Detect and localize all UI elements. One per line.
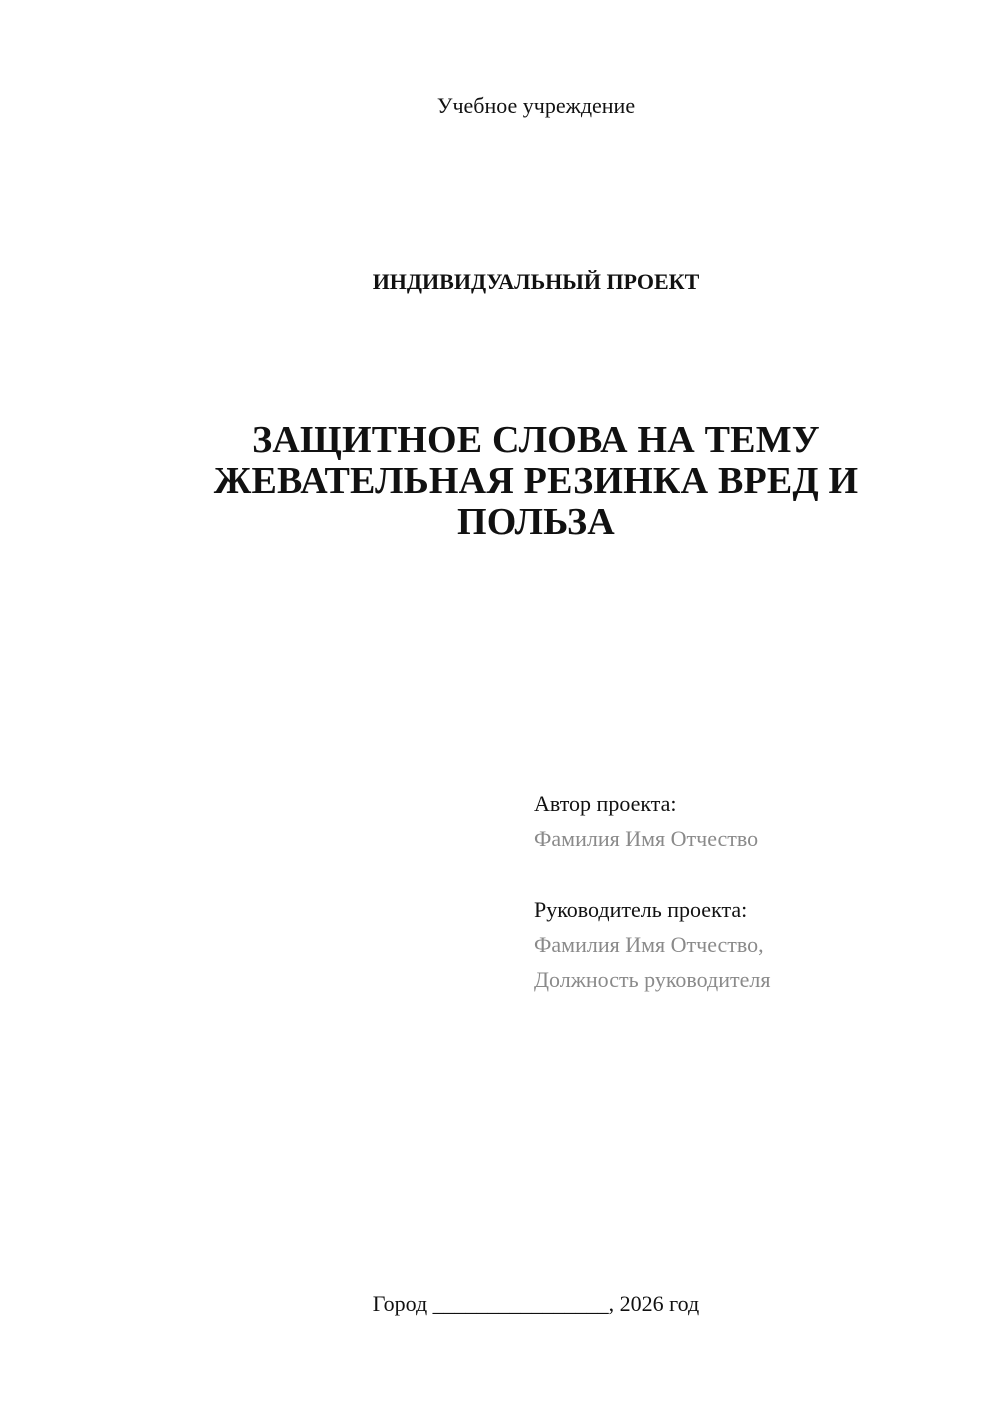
title-line: ПОЛЬЗА: [457, 501, 615, 543]
city-year-line: Город ________________, 2026 год: [372, 1291, 700, 1316]
author-name-placeholder: Фамилия Имя Отчество: [534, 826, 759, 851]
project-type-heading: ИНДИВИДУАЛЬНЫЙ ПРОЕКТ: [372, 269, 700, 294]
title-line: ЗАЩИТНОЕ СЛОВА НА ТЕМУ: [252, 419, 820, 461]
author-block: [534, 786, 974, 856]
project-title: [160, 420, 912, 543]
supervisor-label: Руководитель проекта:: [534, 897, 748, 922]
title-line: ЖЕВАТЕЛЬНАЯ РЕЗИНКА ВРЕД И: [213, 460, 859, 502]
supervisor-position-placeholder: Должность руководителя: [534, 967, 771, 992]
author-label: Автор проекта:: [534, 791, 677, 816]
supervisor-block: [534, 892, 974, 997]
institution-name: Учебное учреждение: [436, 93, 636, 118]
supervisor-name-placeholder: Фамилия Имя Отчество,: [534, 932, 764, 957]
